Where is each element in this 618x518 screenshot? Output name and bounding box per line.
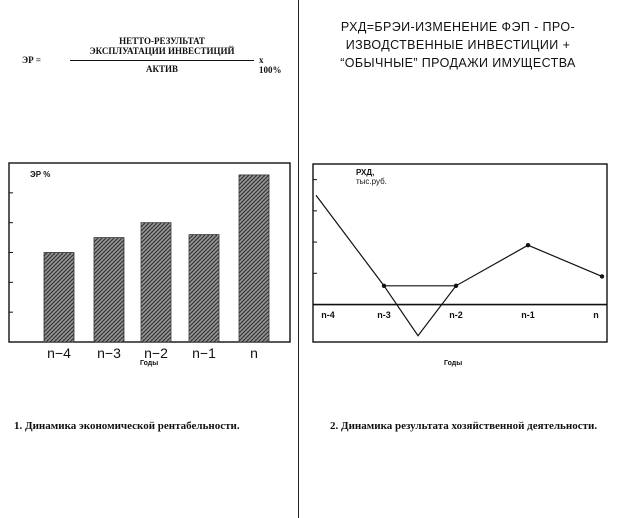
heading-line-2: ИЗВОДСТВЕННЫЕ ИНВЕСТИЦИИ + <box>345 38 571 52</box>
data-point-n-2 <box>454 284 458 288</box>
formula-multiplier: x 100% <box>259 55 282 75</box>
bar-5 <box>239 175 269 342</box>
bar-x-tick-label: n−2 <box>144 345 168 361</box>
bar-4 <box>189 235 219 342</box>
formula-numerator-line1: НЕТТО-РЕЗУЛЬТАТ <box>119 36 205 46</box>
line-x-tick-label: n <box>593 309 599 320</box>
bar-chart-ylabel: ЭР % <box>30 170 51 179</box>
figure-2-caption: 2. Динамика результата хозяйственной деятельности. <box>330 420 598 432</box>
line-chart-xlabel: Годы <box>444 360 463 367</box>
line-x-tick-label: n-3 <box>377 309 391 320</box>
data-point-n <box>600 274 604 278</box>
bar-x-tick-label: n <box>250 345 258 361</box>
bar-2 <box>94 238 124 342</box>
heading-line-3: “ОБЫЧНЫЕ” ПРОДАЖИ ИМУЩЕСТВА <box>340 56 576 70</box>
bar-x-tick-label: n−1 <box>192 345 216 361</box>
bar-x-tick-label: n−4 <box>47 345 71 361</box>
line-chart-ylabel-line1: РХД, <box>356 168 375 177</box>
line-x-tick-label: n-1 <box>521 309 535 320</box>
figure-1-caption: 1. Динамика экономической рентабельности. <box>14 420 240 432</box>
line-x-tick-label: n-4 <box>321 309 335 320</box>
formula-numerator-line2: ЭКСПЛУАТАЦИИ ИНВЕСТИЦИЙ <box>89 46 235 56</box>
bar-3 <box>141 223 171 342</box>
bar-1 <box>44 253 74 343</box>
heading-line-1: РХД=БРЭИ-ИЗМЕНЕНИЕ ФЭП - ПРО- <box>340 20 576 34</box>
data-point-n-3 <box>382 284 386 288</box>
line-chart-ylabel <box>356 168 387 186</box>
bar-chart-bars <box>44 175 269 342</box>
data-point-n-1 <box>526 243 530 247</box>
formula-denominator: АКТИВ <box>145 64 179 74</box>
formula-lhs: ЭР = <box>22 55 41 65</box>
bar-chart-xlabel: Годы <box>140 360 159 367</box>
line-chart-ylabel-line2: тыс.руб. <box>356 177 387 186</box>
line-x-tick-label: n-2 <box>449 309 463 320</box>
bar-x-tick-label: n−3 <box>97 345 121 361</box>
